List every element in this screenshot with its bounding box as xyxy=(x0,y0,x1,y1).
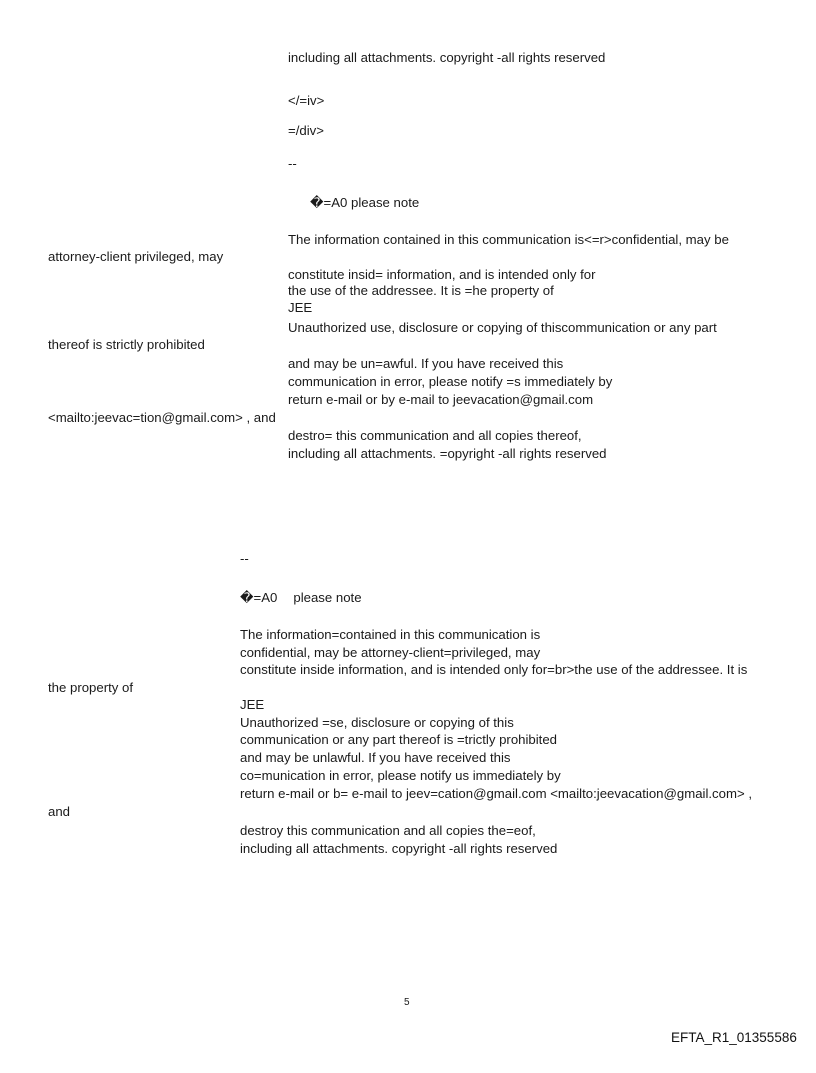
body-text-line: destroy this communication and all copies the=eof, xyxy=(240,823,536,838)
body-text-line: the use of the addressee. It is =he property of xyxy=(288,283,554,298)
body-text-line: destro= this communication and all copies thereof, xyxy=(288,428,582,443)
body-text-line: thereof is strictly prohibited xyxy=(48,337,205,352)
body-text-line: �=A0 please note xyxy=(310,195,420,210)
note-label: please note xyxy=(293,590,362,605)
body-text-line: including all attachments. copyright -all rights reserved xyxy=(240,841,558,856)
body-text-line: including all attachments. copyright -all rights reserved xyxy=(288,50,606,65)
body-text-line: Unauthorized use, disclosure or copying of thiscommunication or any part xyxy=(288,320,717,335)
body-text-line: Unauthorized =se, disclosure or copying of this xyxy=(240,715,514,730)
body-text-line: and may be un=awful. If you have received this xyxy=(288,356,564,371)
body-text-line: and may be unlawful. If you have received this xyxy=(240,750,511,765)
body-text-line: co=munication in error, please notify us immediately by xyxy=(240,768,561,783)
body-text-line: constitute insid= information, and is intended only for xyxy=(288,267,596,282)
body-text-line: -- xyxy=(240,551,249,566)
body-text-line: return e-mail or by e-mail to jeevacation@gmail.com xyxy=(288,392,594,407)
page-number: 5 xyxy=(404,997,410,1008)
body-text-line: <mailto:jeevac=tion@gmail.com> , and xyxy=(48,410,276,425)
body-text-line: </=iv> xyxy=(288,93,325,108)
body-text-line: =/div> xyxy=(288,123,324,138)
body-text-line: constitute inside information, and is intended only for=br>the use of the addressee. It is xyxy=(240,662,748,677)
body-text-line: -- xyxy=(288,156,297,171)
body-text-line: including all attachments. =opyright -all rights reserved xyxy=(288,446,607,461)
body-text-line xyxy=(240,589,362,606)
body-text-line: The information contained in this communication is<=r>confidential, may be xyxy=(288,232,729,247)
body-text-line: JEE xyxy=(240,697,265,712)
body-text-line: The information=contained in this communication is xyxy=(240,627,541,642)
body-text-line: attorney-client privileged, may xyxy=(48,249,224,264)
body-text-line: and xyxy=(48,804,71,819)
body-text-line: confidential, may be attorney-client=privileged, may xyxy=(240,645,541,660)
body-text-line: return e-mail or b= e-mail to jeev=cation@gmail.com <mailto:jeevacation@gmail.com> , xyxy=(240,786,752,801)
body-text-line: communication in error, please notify =s immediately by xyxy=(288,374,613,389)
body-text-line: communication or any part thereof is =trictly prohibited xyxy=(240,732,558,747)
document-id: EFTA_R1_01355586 xyxy=(671,1030,797,1045)
note-prefix: �=A0 xyxy=(240,590,278,605)
body-text-line: the property of xyxy=(48,680,134,695)
body-text-line: JEE xyxy=(288,300,313,315)
